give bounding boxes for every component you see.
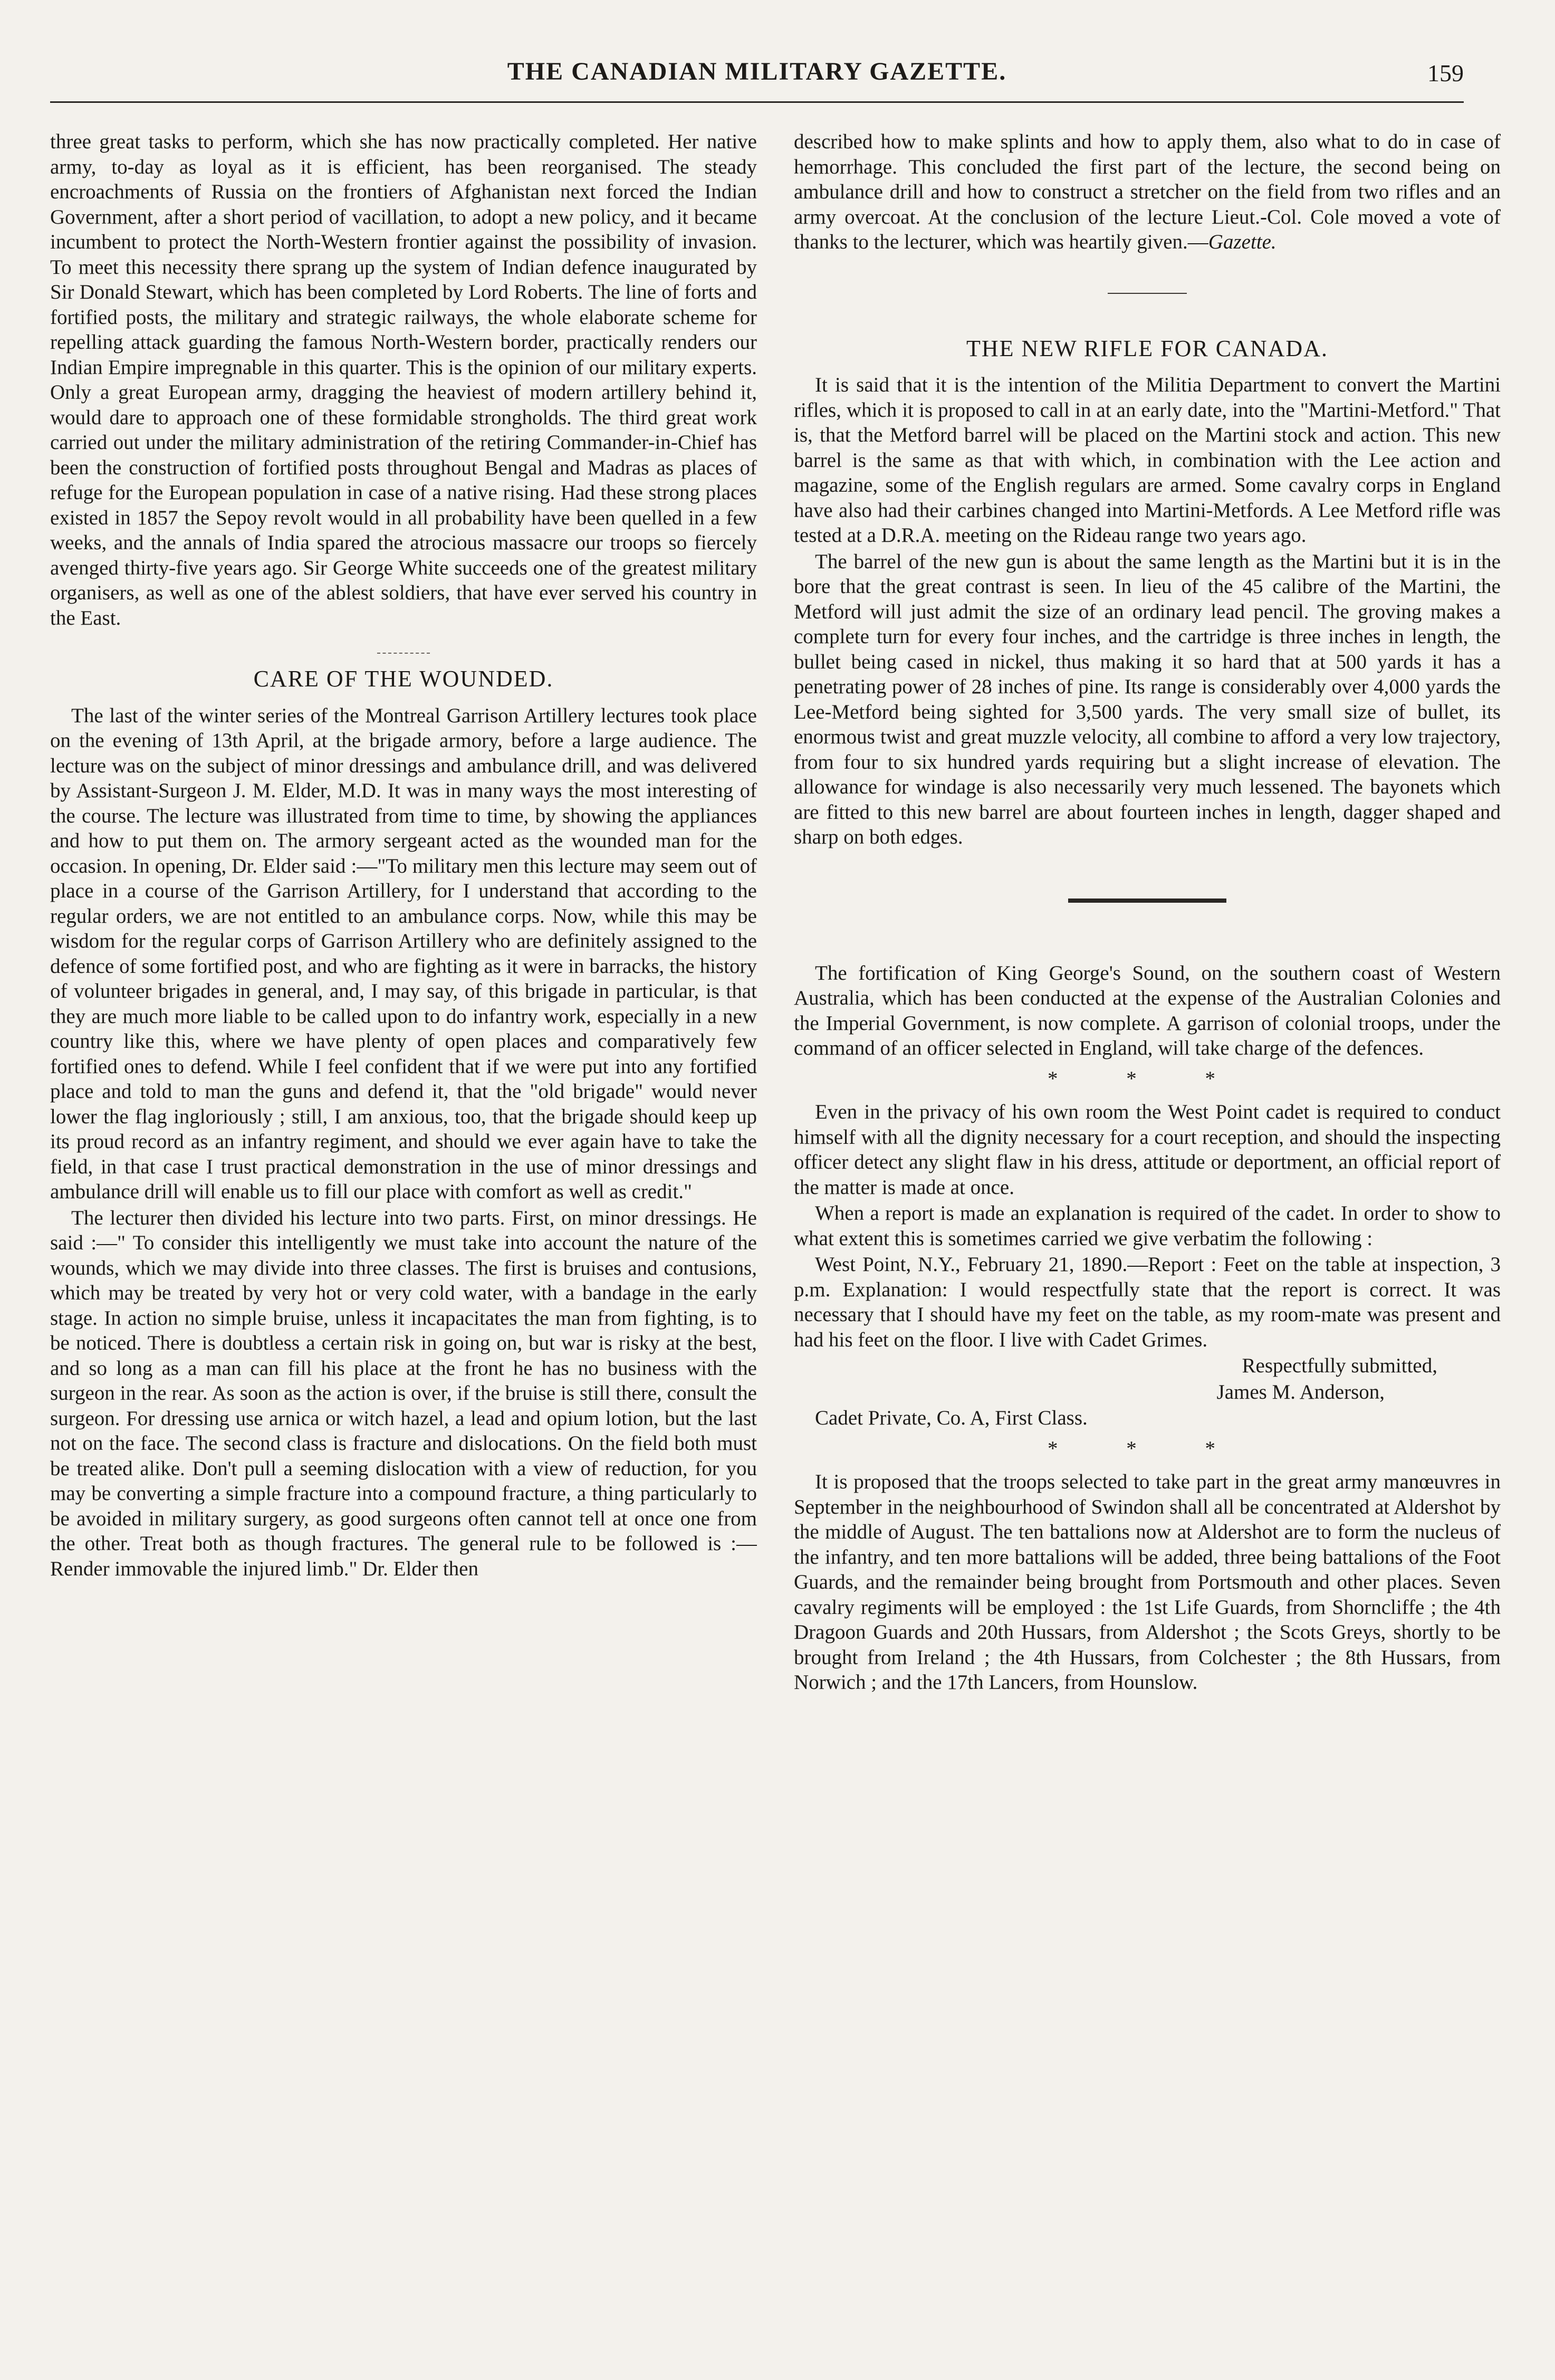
right-column bbox=[794, 129, 1501, 2335]
westpoint-paragraph-3: West Point, N.Y., February 21, 1890.—Report : Feet on the table at inspection, 3 p.m. Explanation: I would respectfully state that the report is correct. It was necessary that I should have my feet on the table, as my room-mate was present and had his feet on the floor. I live with Cadet Grimes. bbox=[794, 1253, 1501, 1351]
manoeuvres-paragraph: It is proposed that the troops selected to take part in the great army manœuvres in September in the neighbourhood of Swindon shall all be concentrated at Aldershot by the middle of August. The ten battalions now at Aldershot are to form the nucleus of the infantry, and ten more battalions will be added, three being battalions of the Foot Guards, and the remainder being brought from Portsmouth and other places. Seven cavalry regiments will be employed : the 1st Life Guards, from Shorncliffe ; the 4th Dragoon Guards and 20th Hussars, from Aldershot ; the Scots Greys, shortly to be brought from Ireland ; the 4th Hussars, from Colchester ; the 8th Hussars, from Norwich ; and the 17th Lancers, from Hounslow. bbox=[794, 1470, 1501, 1694]
wounded-article-continued bbox=[794, 129, 1501, 255]
fortification-paragraph: The fortification of King George's Sound, on the southern coast of Western Australia, which has been conducted at the expense of the Australian Colonies and the Imperial Government, is now complete. A garrison of colonial troops, under the command of an officer selected in England, will take charge of the defences. bbox=[794, 961, 1501, 1059]
source-credit: Gazette. bbox=[1208, 231, 1276, 253]
publication-title: THE CANADIAN MILITARY GAZETTE. bbox=[507, 58, 1007, 85]
rifle-paragraph-1: It is said that it is the intention of the Militia Department to convert the Martini rifles, which it is proposed to call in at an early date, into the "Martini-Metford." That is, that the Metford barrel will be placed on the Martini stock and action. This new barrel is the same as that with which, in combination with the Lee action and magazine, some of the English regulars are armed. Some cavalry corps in England have also had their carbines changed into Martini-Metfords. A Lee Metford rifle was tested at a D.R.A. meeting on the Rideau range two years ago. bbox=[794, 374, 1501, 547]
westpoint-paragraph-1: Even in the privacy of his own room the West Point cadet is required to conduct himself with all the dignity necessary for a court reception, and should the inspecting officer detect any slight flaw in his dress, attitude or deportment, an official report of the matter is made at once. bbox=[794, 1101, 1501, 1199]
india-article-continued: three great tasks to perform, which she has now practically completed. Her native army, to-day as loyal as it is efficient, has been reorganised. The steady encroachments of Russia on the frontiers of Afghanistan next forced the Indian Government, after a short period of vacillation, to adopt a new policy, and it became incumbent to protect the North-Western frontier against the possibility of invasion. To meet this necessity there sprang up the system of Indian defence inaugurated by Sir Donald Stewart, which has been completed by Lord Roberts. The line of forts and fortified posts, the military and strategic railways, the whole elaborate scheme for repelling attack guarding the famous North-Western border, practically renders our Indian Empire impregnable in this quarter. This is the opinion of our military experts. Only a great European army, dragging the heaviest of modern artillery behind it, would dare to approach one of these formidable strongholds. The third great work carried out under the military administration of the retiring Commander-in-Chief has been the construction of fortified posts throughout Bengal and Madras as places of refuge for the European population in case of a native rising. Had these strong places existed in 1857 the Sepoy revolt would in all probability have been quelled in a few weeks, and the annals of India spared the atrocious massacre our troops so fiercely avenged thirty-five years ago. Sir George White succeeds one of the greatest military organisers, as well as one of the ablest soldiers, that have ever served his country in the East. bbox=[50, 130, 757, 629]
page-number: 159 bbox=[1427, 60, 1464, 87]
wounded-heading: CARE OF THE WOUNDED. bbox=[253, 666, 554, 692]
signature-line-2: James M. Anderson, bbox=[1216, 1380, 1385, 1403]
wounded-continued-text: described how to make splints and how to apply them, also what to do in case of hemorrhage. This concluded the first part of the lecture, the second being on ambulance drill and how to construct a stretcher on the field from two rifles and an army overcoat. At the conclusion of the lecture Lieut.-Col. Cole moved a vote of thanks to the lecturer, which was heartily given.— bbox=[794, 130, 1501, 253]
section-divider bbox=[1108, 293, 1187, 294]
westpoint-paragraph-2: When a report is made an explanation is required of the cadet. In order to show to what extent this is sometimes carried we give verbatim the following : bbox=[794, 1202, 1501, 1250]
page-header bbox=[50, 53, 1464, 103]
wounded-paragraph-2: The lecturer then divided his lecture into two parts. First, on minor dressings. He said :—" To consider this intelligently we must take into account the nature of the wounds, which we may divide into three classes. The first is bruises and contusions, which may be treated by very hot or very cold water, with a bandage in the early stage. In action no simple bruise, unless it incapacitates the man from fighting, is to be noticed. There is doubtless a certain risk in going on, but war is risky at the best, and so long as a man can fill his place at the front he has no business with the surgeon in the rear. As soon as the action is over, if the bruise is still there, consult the surgeon. For dressing use arnica or witch hazel, a lead and opium lotion, but the last not on the face. The second class is fracture and dislocations. On the field both must be treated alike. Don't pull a seeming dislocation with a view of reduction, for you may be converting a simple fracture into a compound fracture, a thing particularly to be avoided in military surgery, as good surgeons often cannot tell at once one from the other. Treat both as though fractures. The general rule to be followed is :— Render immovable the injured limb." Dr. Elder then bbox=[50, 1206, 757, 1580]
asterism-divider: * * * bbox=[1048, 1437, 1247, 1460]
signature-line-1: Respectfully submitted, bbox=[1242, 1354, 1437, 1377]
signature-line-3: Cadet Private, Co. A, First Class. bbox=[815, 1407, 1088, 1429]
heavy-divider bbox=[1068, 899, 1226, 903]
rifle-heading: THE NEW RIFLE FOR CANADA. bbox=[966, 335, 1328, 361]
asterism-divider: * * * bbox=[1048, 1067, 1247, 1090]
left-column bbox=[50, 129, 757, 2335]
section-divider bbox=[377, 653, 430, 654]
rifle-paragraph-2: The barrel of the new gun is about the same length as the Martini but it is in the bore that the great contrast is seen. In lieu of the 45 calibre of the Martini, the Metford will just admit the size of an ordinary lead pencil. The groving makes a complete turn for every four inches, and the cartridge is three inches in length, the bullet being cased in nickel, thus making it so hard that at 500 yards it has a penetrating power of 28 inches of pine. Its range is considerably over 4,000 yards the Lee-Metford being sighted for 3,500 yards. The very small size of bullet, its enormous twist and great muzzle velocity, all combine to afford a very low trajectory, from four to six hundred yards requiring but a slight increase of elevation. The allowance for windage is also necessarily very much lessened. The bayonets which are fitted to this new barrel are about fourteen inches in length, dagger shaped and sharp on both edges. bbox=[794, 550, 1501, 848]
wounded-paragraph-1: The last of the winter series of the Montreal Garrison Artillery lectures took place on the evening of 13th April, at the brigade armory, before a large audience. The lecture was on the subject of minor dressings and ambulance drill, and was delivered by Assistant-Surgeon J. M. Elder, M.D. It was in many ways the most interesting of the course. The lecture was illustrated from time to time, by showing the appliances and how to put them on. The armory sergeant acted as the wounded man for the occasion. In opening, Dr. Elder said :—"To military men this lecture may seem out of place in a course of the Garrison Artillery, for I understand that according to the regular orders, we are not entitled to an ambulance corps. Now, while this may be wisdom for the regular corps of Garrison Artillery who are definitely assigned to the defence of some fortified post, and who are fighting as it were in barracks, the history of volunteer brigades in general, and, I may say, of this brigade in particular, is that they are much more liable to be called upon to do infantry work, especially in a new country like this, where we have plenty of open places and comparatively few fortified ones to defend. While I feel confident that if we were put into any fortified place and told to man the guns and defend it, that the "old brigade" would never lower the flag ingloriously ; still, I am anxious, too, that the brigade should keep up its proud record as an infantry regiment, and should we ever again have to take the field, in that case I trust practical demonstration in the use of minor dressings and ambulance drill will enable us to fill our place with comfort as well as credit." bbox=[50, 704, 757, 1203]
